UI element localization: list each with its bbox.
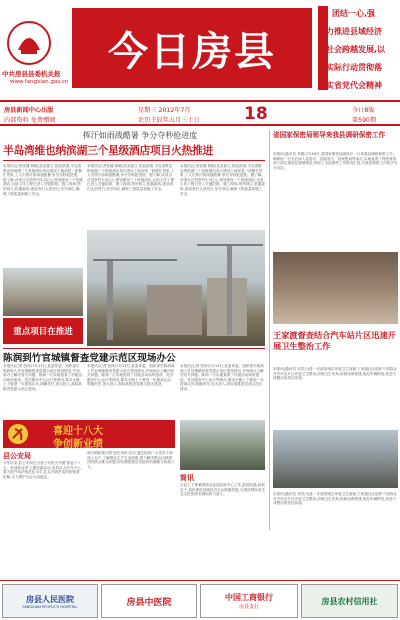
slogan-line: 团结一心,强 (332, 9, 376, 18)
middle-body: 城关镇积极开展'创先争优'活动,通过组织广大党员干部深入农户,了解群众生产生活困难,着力解决群众反映强烈的热点难点问题,切实增强基层党组织的凝聚力和战斗力。 (87, 451, 175, 469)
second-body-col3: 本报讯(记者 张杨)7月13日,县委常委、组织部长陈润深入竹官城镇督查党建示范区建设情况,并现场办公解决有关问题。陈润一行实地查看了村级活动场所建设、党员服务中心运行等情况,要求全镇上下要进一步提高认识,明确责任,加大投入,高标准推进党建示范区建设。 (180, 364, 264, 391)
right-photo-meeting (273, 252, 398, 324)
ad-credit-name: 房县农村信用社 (321, 596, 378, 606)
lead-body: 本报讯(记者张娜 陈敏)炎炎夏日,热浪滚滚,半岛湾维也纳滨湖三个星级酒店项目建设工地却是一派繁忙景象,工人们挥汗如雨战酷暑,争分夺秒抢进度。据了解,该项目总投资约3.2亿元,规划建设三个星级酒店,目前主体工程已进入关键阶段。施工现场,塔吊林立,机器轰鸣,建设者们头顶烈日,坚守岗位,确保工程质量和施工安全。 (3, 164, 83, 196)
ad-bank (200, 584, 298, 618)
party-emblem-icon (7, 423, 29, 445)
right-photo-street (273, 430, 398, 488)
serial-number: 第590期 (352, 117, 377, 124)
slogan-line: 实际行动贯彻落 (326, 63, 382, 72)
lead-body-col2: 本报讯(记者张娜 陈敏)炎炎夏日,热浪滚滚,半岛湾维也纳滨湖三个星级酒店项目建设工地却是一派繁忙景象,工人们挥汗如雨战酷暑,争分夺秒抢进度。据了解,该项目总投资约3.2亿元,规划建设三个星级酒店,目前主体工程已进入关键阶段。施工现场,塔吊林立,机器轰鸣,建设者们头顶烈日,坚守岗位,确保工程质量和施工安全。 (87, 164, 175, 191)
title-block (72, 8, 312, 88)
lead-underline (3, 160, 265, 161)
slogan-box (318, 6, 400, 94)
ad-hospital-sub: FANGXIAN PEOPLE'S HOSPITAL (22, 604, 78, 609)
fangxian-logo-icon (6, 20, 52, 66)
second-headline: 陈润到竹官城镇督查党建示范区现场办公 (3, 353, 176, 364)
right-body: 本报讯(通讯员 李娟)7月16日,省国家保密局副局长一行来我县调研保密工作。调研组一行先后深入县委办、县政府办、县保密局等单位,实地查看了保密要害部门部位建设及管理情况,听取了全县保密工作情况汇报,对我县保密工作给予充分肯定。 (273, 152, 398, 170)
bottom-center-photo (180, 420, 265, 470)
right-headline: 省国家保密局领导来我县调研保密工作 (273, 131, 386, 139)
ad-hospital (2, 584, 98, 618)
banner-line2: 争创新业绩 (53, 439, 103, 450)
right-body-3: 本报讯(通讯员 刘芳)为进一步改善城区环境卫生面貌,王家渡社区组织干部群众对汽车站片区开展卫生整治,清理卫生死角,拆除违章搭建,规范车辆停放,营造干净整洁的居住环境。 (273, 492, 397, 506)
site-url: www.fangxian.gov.cn (10, 79, 69, 85)
date-gregorian: 星期三 2012年7月 (138, 107, 191, 114)
issue-number: 18 (244, 104, 268, 124)
ad-credit-union (301, 584, 398, 618)
ad-hospital-name: 房县人民医院 (26, 594, 74, 604)
bottom-left-body: 今年以来,县公安局在全县公安机关开展'喜迎十八大、争创新业绩'主题实践活动,坚持以人民为中心,着力提升执法规范化水平,扎实开展矛盾纠纷排查化解,全力维护社会大局稳定。 (3, 461, 82, 479)
second-body-col2: 本报讯(记者 张杨)7月13日,县委常委、组织部长陈润深入竹官城镇督查党建示范区建设情况,并现场办公解决有关问题。陈润一行实地查看了村级活动场所建设、党员服务中心运行等情况,要求全镇上下要进一步提高认识,明确责任,加大投入,高标准推进党建示范区建设。 (87, 364, 175, 387)
banner-line1: 喜迎十八大 (53, 426, 103, 437)
masthead-title: 今日房县 (108, 27, 276, 75)
bottom-center-body: 全县上下紧紧围绕县委县政府中心工作,抢抓机遇,真抓实干,加快推进县域经济社会跨越发展,为建设鄂西北生态文化旅游名城而努力奋斗。 (180, 483, 265, 497)
info-bar (0, 100, 400, 126)
slogan-line: 社会跨越发展,以 (326, 45, 386, 54)
caption-text: 重点项目在推进 (13, 327, 73, 337)
lead-photo-construction (87, 230, 265, 346)
ad-rule (0, 580, 400, 581)
bottom-left-headline: 县公安局 (3, 452, 31, 460)
ad-tcm-name: 房县中医院 (126, 597, 172, 608)
second-body: 本报讯(记者 张杨)7月13日,县委常委、组织部长陈润深入竹官城镇督查党建示范区建设情况,并现场办公解决有关问题。陈润一行实地查看了村级活动场所建设、党员服务中心运行等情况,要求全镇上下要进一步提高认识,明确责任,加大投入,高标准推进党建示范区建设。 (3, 364, 83, 391)
right-column-divider (269, 130, 270, 530)
lead-caption (3, 318, 83, 344)
date-lunar: 农历壬辰年五月三十日 (138, 117, 200, 124)
party-banner (3, 420, 175, 448)
slogan-line: 力推进县域经济 (326, 27, 382, 36)
ad-bank-name: 中国工商银行 (225, 593, 273, 602)
ad-tcm-hospital (101, 584, 197, 618)
lead-photo-site (3, 268, 83, 316)
section-rule (3, 348, 265, 349)
masthead (0, 0, 400, 100)
lead-kicker: 挥汗如雨战酷暑 争分夺秒抢进度 (82, 131, 198, 140)
right-body-2: 本报讯(通讯员 刘芳)为进一步改善城区环境卫生面貌,王家渡社区组织干部群众对汽车站片区开展卫生整治,清理卫生死角,拆除违章搭建,规范车辆停放,营造干净整洁的居住环境。 (273, 367, 397, 381)
lead-body-col3: 本报讯(记者张娜 陈敏)炎炎夏日,热浪滚滚,半岛湾维也纳滨湖三个星级酒店项目建设工地却是一派繁忙景象,工人们挥汗如雨战酷暑,争分夺秒抢进度。据了解,该项目总投资约3.2亿元,规划建设三个星级酒店,目前主体工程已进入关键阶段。施工现场,塔吊林立,机器轰鸣,建设者们头顶烈日,坚守岗位,确保工程质量和施工安全。 (180, 164, 265, 196)
slogan-line: 实省党代会精神 (326, 81, 382, 90)
free-info: 内部资料 免费赠阅 (4, 117, 56, 124)
right-headline-2: 王家渡督查结合汽车站片区迅速开展卫生整治工作 (273, 330, 396, 351)
publisher-label: 中共房县县委机关报 (2, 70, 61, 78)
page-count: 今日8版 (352, 107, 375, 114)
lead-headline: 半岛湾维也纳滨湖三个星级酒店项目火热推进 (3, 144, 213, 157)
bottom-center-headline: 简讯 (180, 474, 194, 482)
ad-bank-sub: 房县支行 (238, 604, 259, 610)
publisher-info: 房县新闻中心出版 (4, 107, 54, 114)
